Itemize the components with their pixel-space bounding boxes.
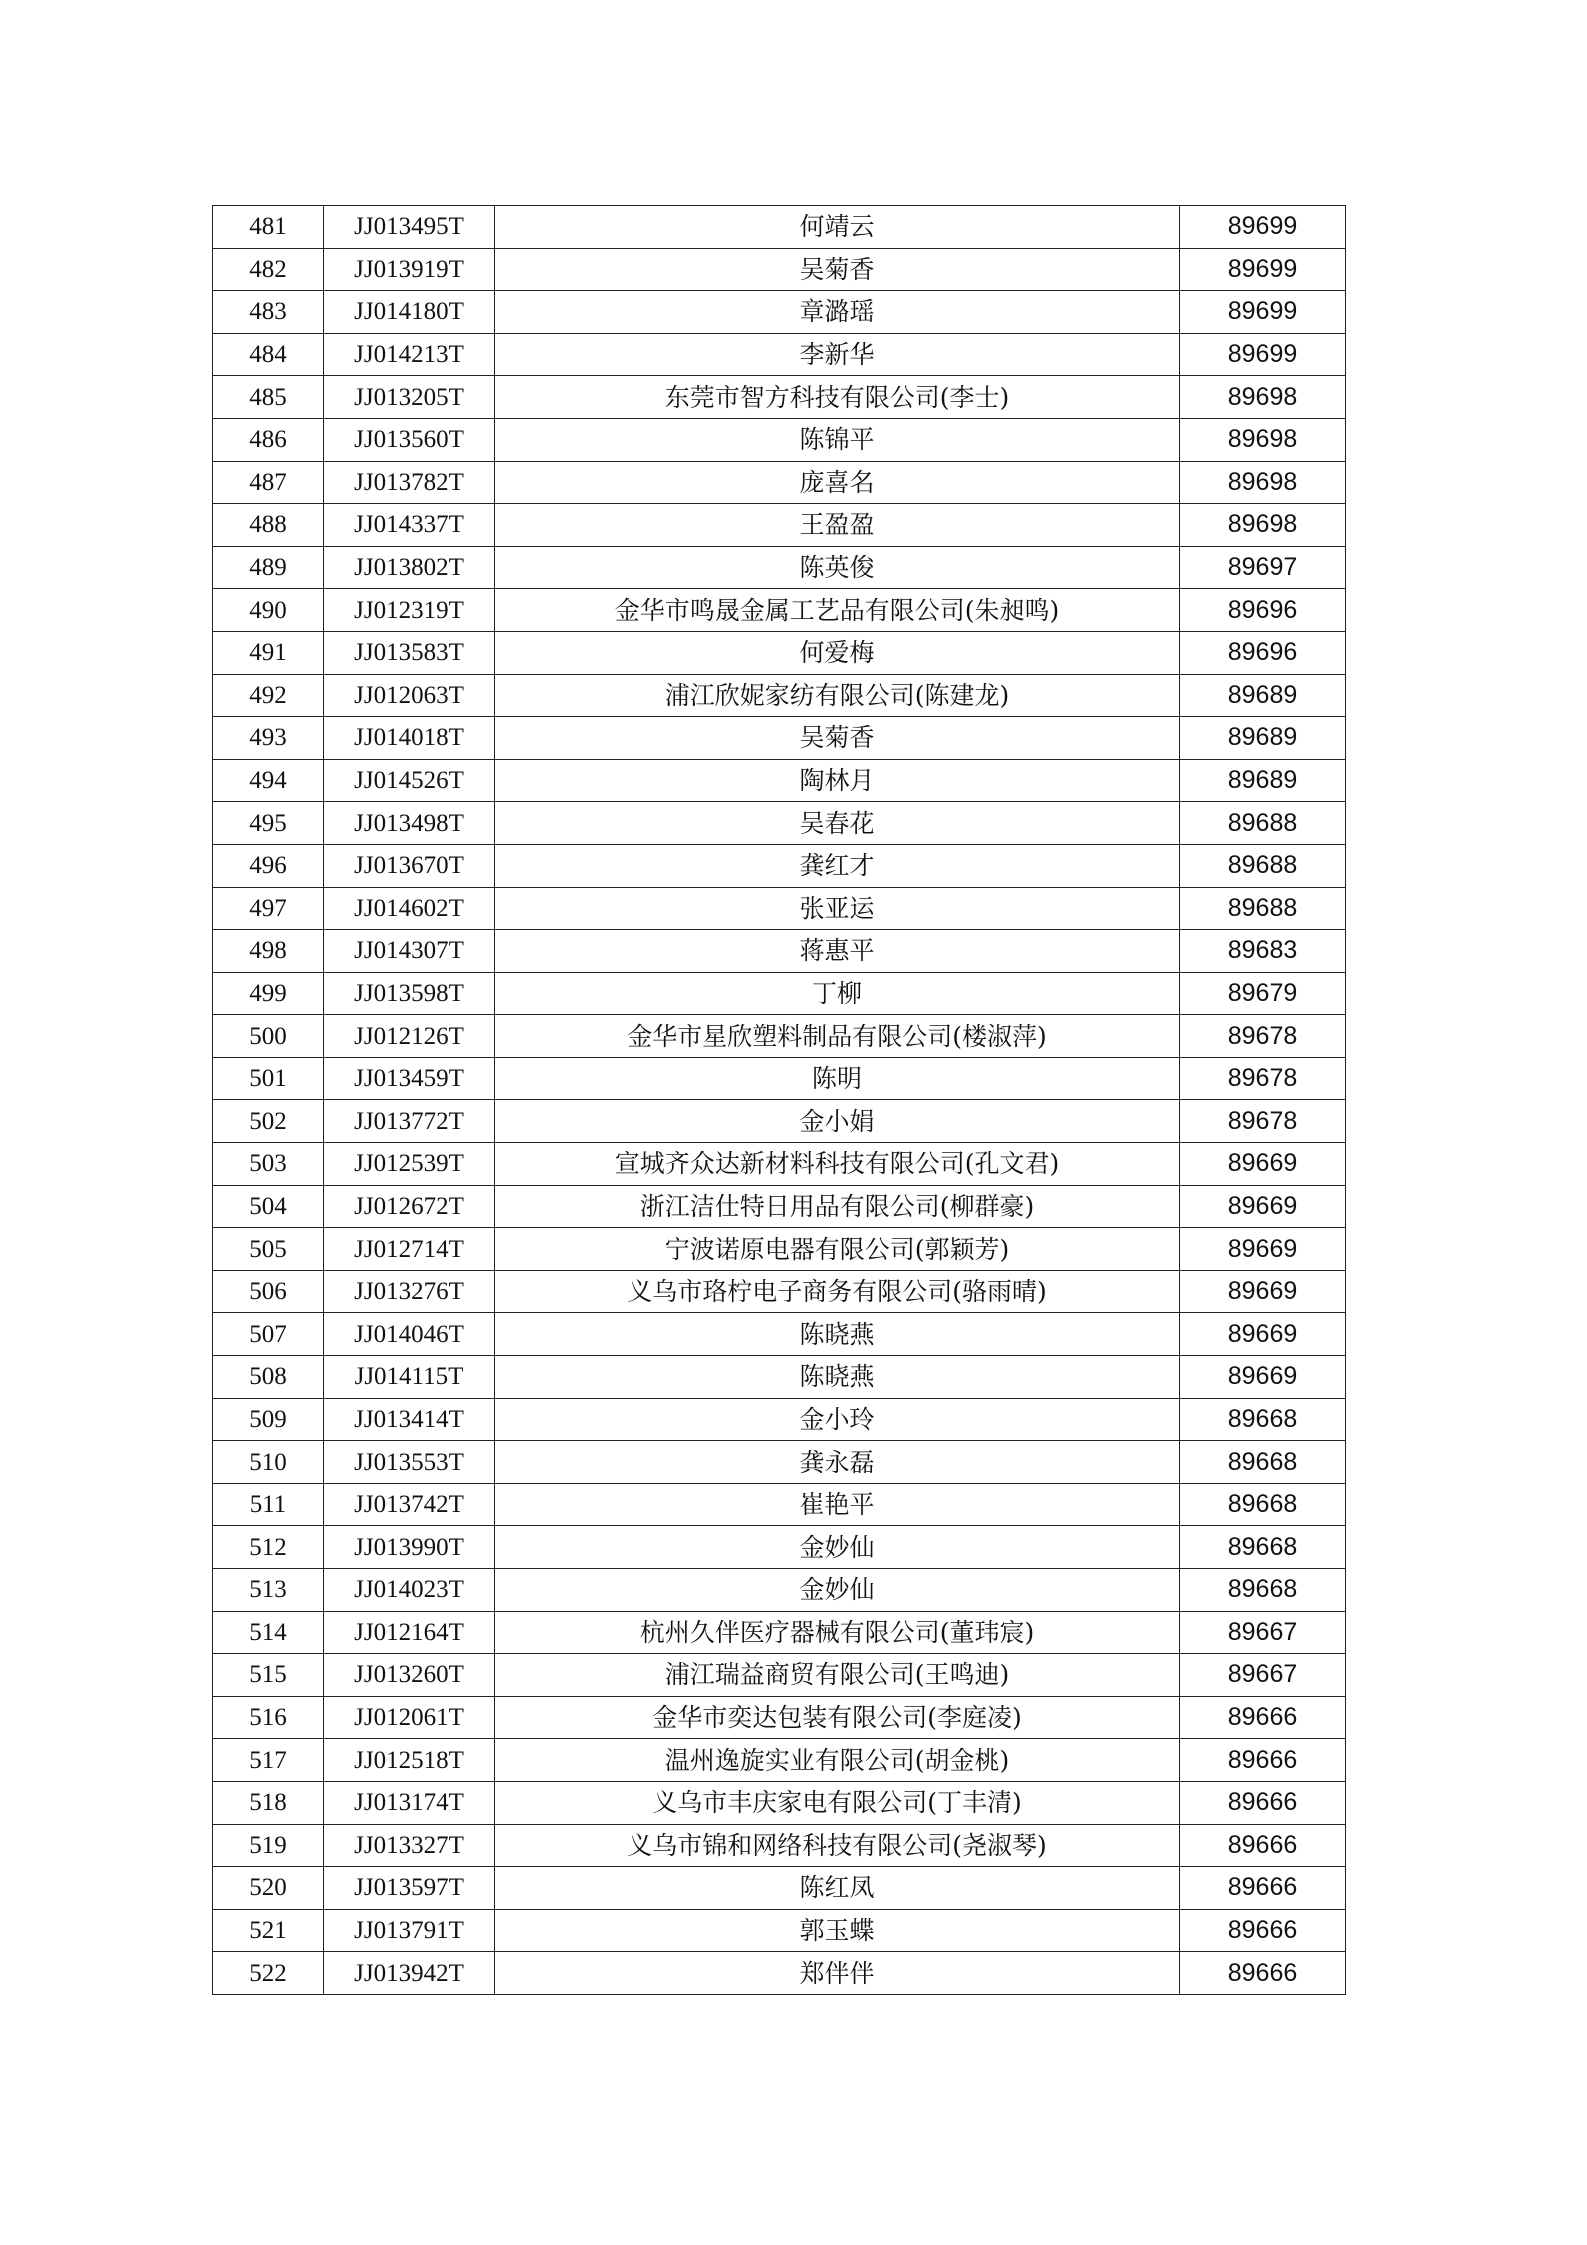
- row-number: 507: [213, 1313, 324, 1356]
- table-row: [213, 291, 1346, 334]
- entrant-name: 陈明: [495, 1057, 1180, 1100]
- table-row: [213, 461, 1346, 504]
- entry-id: JJ013598T: [324, 972, 495, 1015]
- row-number: 513: [213, 1569, 324, 1612]
- score-value: 89666: [1180, 1696, 1346, 1739]
- entrant-name: 何爱梅: [495, 631, 1180, 674]
- row-number: 502: [213, 1100, 324, 1143]
- entry-id: JJ014023T: [324, 1569, 495, 1612]
- row-number: 488: [213, 504, 324, 547]
- row-number: 519: [213, 1824, 324, 1867]
- score-value: 89679: [1180, 972, 1346, 1015]
- table-row: [213, 1270, 1346, 1313]
- entry-id: JJ014018T: [324, 717, 495, 760]
- score-value: 89689: [1180, 717, 1346, 760]
- entrant-name: 王盈盈: [495, 504, 1180, 547]
- entrant-name: 庞喜名: [495, 461, 1180, 504]
- score-value: 89667: [1180, 1654, 1346, 1697]
- entry-id: JJ013205T: [324, 376, 495, 419]
- table-row: [213, 1228, 1346, 1271]
- table-row: [213, 1015, 1346, 1058]
- score-value: 89688: [1180, 887, 1346, 930]
- entry-id: JJ013560T: [324, 418, 495, 461]
- row-number: 515: [213, 1654, 324, 1697]
- row-number: 496: [213, 844, 324, 887]
- table-row: [213, 206, 1346, 249]
- table-row: [213, 972, 1346, 1015]
- entrant-name: 郭玉蝶: [495, 1909, 1180, 1952]
- entry-id: JJ013327T: [324, 1824, 495, 1867]
- entrant-name: 金小玲: [495, 1398, 1180, 1441]
- entry-id: JJ013174T: [324, 1781, 495, 1824]
- entry-id: JJ013670T: [324, 844, 495, 887]
- score-value: 89669: [1180, 1228, 1346, 1271]
- score-value: 89698: [1180, 418, 1346, 461]
- score-value: 89668: [1180, 1569, 1346, 1612]
- table-row: [213, 1909, 1346, 1952]
- entry-id: JJ014337T: [324, 504, 495, 547]
- entrant-name: 张亚运: [495, 887, 1180, 930]
- table-row: [213, 759, 1346, 802]
- row-number: 498: [213, 930, 324, 973]
- row-number: 499: [213, 972, 324, 1015]
- entry-id: JJ012714T: [324, 1228, 495, 1271]
- score-value: 89666: [1180, 1824, 1346, 1867]
- score-value: 89689: [1180, 759, 1346, 802]
- score-value: 89699: [1180, 248, 1346, 291]
- entry-id: JJ013782T: [324, 461, 495, 504]
- score-value: 89698: [1180, 461, 1346, 504]
- entrant-name: 陈红凤: [495, 1867, 1180, 1910]
- score-value: 89668: [1180, 1398, 1346, 1441]
- entry-id: JJ013498T: [324, 802, 495, 845]
- results-table: [212, 205, 1346, 1995]
- entry-id: JJ014307T: [324, 930, 495, 973]
- row-number: 500: [213, 1015, 324, 1058]
- score-value: 89667: [1180, 1611, 1346, 1654]
- entrant-name: 蒋惠平: [495, 930, 1180, 973]
- row-number: 512: [213, 1526, 324, 1569]
- table-row: [213, 1313, 1346, 1356]
- row-number: 494: [213, 759, 324, 802]
- entry-id: JJ013583T: [324, 631, 495, 674]
- row-number: 511: [213, 1483, 324, 1526]
- entrant-name: 陈锦平: [495, 418, 1180, 461]
- entrant-name: 吴菊香: [495, 248, 1180, 291]
- table-row: [213, 930, 1346, 973]
- entrant-name: 东莞市智方科技有限公司(李士): [495, 376, 1180, 419]
- table-row: [213, 631, 1346, 674]
- row-number: 487: [213, 461, 324, 504]
- table-row: [213, 248, 1346, 291]
- table-row: [213, 1185, 1346, 1228]
- entry-id: JJ014213T: [324, 333, 495, 376]
- entrant-name: 陈晓燕: [495, 1356, 1180, 1399]
- score-value: 89669: [1180, 1185, 1346, 1228]
- score-value: 89696: [1180, 589, 1346, 632]
- entry-id: JJ013414T: [324, 1398, 495, 1441]
- results-table-body: [213, 206, 1346, 1995]
- row-number: 485: [213, 376, 324, 419]
- row-number: 481: [213, 206, 324, 249]
- table-row: [213, 1526, 1346, 1569]
- score-value: 89688: [1180, 844, 1346, 887]
- table-row: [213, 1356, 1346, 1399]
- row-number: 495: [213, 802, 324, 845]
- entry-id: JJ013919T: [324, 248, 495, 291]
- entry-id: JJ013990T: [324, 1526, 495, 1569]
- score-value: 89698: [1180, 376, 1346, 419]
- table-row: [213, 1100, 1346, 1143]
- entry-id: JJ013942T: [324, 1952, 495, 1995]
- row-number: 522: [213, 1952, 324, 1995]
- entry-id: JJ013553T: [324, 1441, 495, 1484]
- table-row: [213, 1781, 1346, 1824]
- row-number: 483: [213, 291, 324, 334]
- table-row: [213, 802, 1346, 845]
- entrant-name: 义乌市锦和网络科技有限公司(尧淑琴): [495, 1824, 1180, 1867]
- entry-id: JJ013791T: [324, 1909, 495, 1952]
- table-row: [213, 1696, 1346, 1739]
- entrant-name: 吴菊香: [495, 717, 1180, 760]
- score-value: 89689: [1180, 674, 1346, 717]
- score-value: 89666: [1180, 1909, 1346, 1952]
- score-value: 89678: [1180, 1057, 1346, 1100]
- entrant-name: 吴春花: [495, 802, 1180, 845]
- table-row: [213, 1143, 1346, 1186]
- row-number: 492: [213, 674, 324, 717]
- row-number: 503: [213, 1143, 324, 1186]
- entrant-name: 龚红才: [495, 844, 1180, 887]
- entry-id: JJ012164T: [324, 1611, 495, 1654]
- score-value: 89678: [1180, 1100, 1346, 1143]
- entry-id: JJ012319T: [324, 589, 495, 632]
- entrant-name: 陈英俊: [495, 546, 1180, 589]
- table-row: [213, 674, 1346, 717]
- entry-id: JJ014115T: [324, 1356, 495, 1399]
- table-row: [213, 376, 1346, 419]
- score-value: 89666: [1180, 1867, 1346, 1910]
- table-row: [213, 887, 1346, 930]
- entrant-name: 义乌市珞柠电子商务有限公司(骆雨晴): [495, 1270, 1180, 1313]
- table-row: [213, 1441, 1346, 1484]
- entry-id: JJ014602T: [324, 887, 495, 930]
- score-value: 89669: [1180, 1270, 1346, 1313]
- entry-id: JJ012518T: [324, 1739, 495, 1782]
- entrant-name: 义乌市丰庆家电有限公司(丁丰清): [495, 1781, 1180, 1824]
- score-value: 89669: [1180, 1356, 1346, 1399]
- entrant-name: 金妙仙: [495, 1526, 1180, 1569]
- score-value: 89666: [1180, 1781, 1346, 1824]
- entrant-name: 金小娟: [495, 1100, 1180, 1143]
- entrant-name: 陶林月: [495, 759, 1180, 802]
- entrant-name: 宣城齐众达新材料科技有限公司(孔文君): [495, 1143, 1180, 1186]
- score-value: 89699: [1180, 206, 1346, 249]
- row-number: 514: [213, 1611, 324, 1654]
- entry-id: JJ013597T: [324, 1867, 495, 1910]
- entry-id: JJ012063T: [324, 674, 495, 717]
- entry-id: JJ013772T: [324, 1100, 495, 1143]
- score-value: 89699: [1180, 333, 1346, 376]
- table-row: [213, 844, 1346, 887]
- score-value: 89666: [1180, 1952, 1346, 1995]
- entry-id: JJ012672T: [324, 1185, 495, 1228]
- entry-id: JJ013802T: [324, 546, 495, 589]
- score-value: 89668: [1180, 1441, 1346, 1484]
- entrant-name: 温州逸旋实业有限公司(胡金桃): [495, 1739, 1180, 1782]
- row-number: 506: [213, 1270, 324, 1313]
- row-number: 508: [213, 1356, 324, 1399]
- table-row: [213, 1611, 1346, 1654]
- entrant-name: 丁柳: [495, 972, 1180, 1015]
- entrant-name: 何靖云: [495, 206, 1180, 249]
- entrant-name: 金华市星欣塑料制品有限公司(楼淑萍): [495, 1015, 1180, 1058]
- row-number: 491: [213, 631, 324, 674]
- table-row: [213, 1824, 1346, 1867]
- entrant-name: 郑伴伴: [495, 1952, 1180, 1995]
- row-number: 482: [213, 248, 324, 291]
- score-value: 89669: [1180, 1313, 1346, 1356]
- score-value: 89668: [1180, 1483, 1346, 1526]
- row-number: 484: [213, 333, 324, 376]
- score-value: 89678: [1180, 1015, 1346, 1058]
- score-value: 89699: [1180, 291, 1346, 334]
- row-number: 505: [213, 1228, 324, 1271]
- row-number: 493: [213, 717, 324, 760]
- entry-id: JJ013276T: [324, 1270, 495, 1313]
- row-number: 509: [213, 1398, 324, 1441]
- entry-id: JJ012126T: [324, 1015, 495, 1058]
- row-number: 497: [213, 887, 324, 930]
- table-row: [213, 1654, 1346, 1697]
- entrant-name: 金妙仙: [495, 1569, 1180, 1612]
- table-row: [213, 504, 1346, 547]
- entrant-name: 章潞瑶: [495, 291, 1180, 334]
- row-number: 520: [213, 1867, 324, 1910]
- entrant-name: 宁波诺原电器有限公司(郭颖芳): [495, 1228, 1180, 1271]
- table-row: [213, 1398, 1346, 1441]
- table-row: [213, 717, 1346, 760]
- entry-id: JJ014180T: [324, 291, 495, 334]
- row-number: 504: [213, 1185, 324, 1228]
- table-row: [213, 1739, 1346, 1782]
- table-row: [213, 1867, 1346, 1910]
- entrant-name: 龚永磊: [495, 1441, 1180, 1484]
- entrant-name: 李新华: [495, 333, 1180, 376]
- row-number: 501: [213, 1057, 324, 1100]
- entrant-name: 陈晓燕: [495, 1313, 1180, 1356]
- row-number: 489: [213, 546, 324, 589]
- entry-id: JJ014046T: [324, 1313, 495, 1356]
- score-value: 89669: [1180, 1143, 1346, 1186]
- table-row: [213, 589, 1346, 632]
- row-number: 486: [213, 418, 324, 461]
- row-number: 521: [213, 1909, 324, 1952]
- entrant-name: 浦江欣妮家纺有限公司(陈建龙): [495, 674, 1180, 717]
- row-number: 518: [213, 1781, 324, 1824]
- row-number: 517: [213, 1739, 324, 1782]
- table-row: [213, 1057, 1346, 1100]
- entrant-name: 浙江洁仕特日用品有限公司(柳群豪): [495, 1185, 1180, 1228]
- table-row: [213, 1483, 1346, 1526]
- score-value: 89698: [1180, 504, 1346, 547]
- score-value: 89688: [1180, 802, 1346, 845]
- entry-id: JJ013495T: [324, 206, 495, 249]
- score-value: 89683: [1180, 930, 1346, 973]
- row-number: 516: [213, 1696, 324, 1739]
- entry-id: JJ012539T: [324, 1143, 495, 1186]
- entrant-name: 浦江瑞益商贸有限公司(王鸣迪): [495, 1654, 1180, 1697]
- table-row: [213, 546, 1346, 589]
- score-value: 89696: [1180, 631, 1346, 674]
- entry-id: JJ013742T: [324, 1483, 495, 1526]
- entrant-name: 金华市鸣晟金属工艺品有限公司(朱昶鸣): [495, 589, 1180, 632]
- row-number: 490: [213, 589, 324, 632]
- table-row: [213, 1952, 1346, 1995]
- entrant-name: 崔艳平: [495, 1483, 1180, 1526]
- entry-id: JJ013260T: [324, 1654, 495, 1697]
- entry-id: JJ014526T: [324, 759, 495, 802]
- score-value: 89666: [1180, 1739, 1346, 1782]
- table-row: [213, 1569, 1346, 1612]
- row-number: 510: [213, 1441, 324, 1484]
- table-row: [213, 418, 1346, 461]
- entry-id: JJ013459T: [324, 1057, 495, 1100]
- score-value: 89668: [1180, 1526, 1346, 1569]
- entrant-name: 金华市奕达包装有限公司(李庭凌): [495, 1696, 1180, 1739]
- table-row: [213, 333, 1346, 376]
- entrant-name: 杭州久伴医疗器械有限公司(董玮宸): [495, 1611, 1180, 1654]
- entry-id: JJ012061T: [324, 1696, 495, 1739]
- score-value: 89697: [1180, 546, 1346, 589]
